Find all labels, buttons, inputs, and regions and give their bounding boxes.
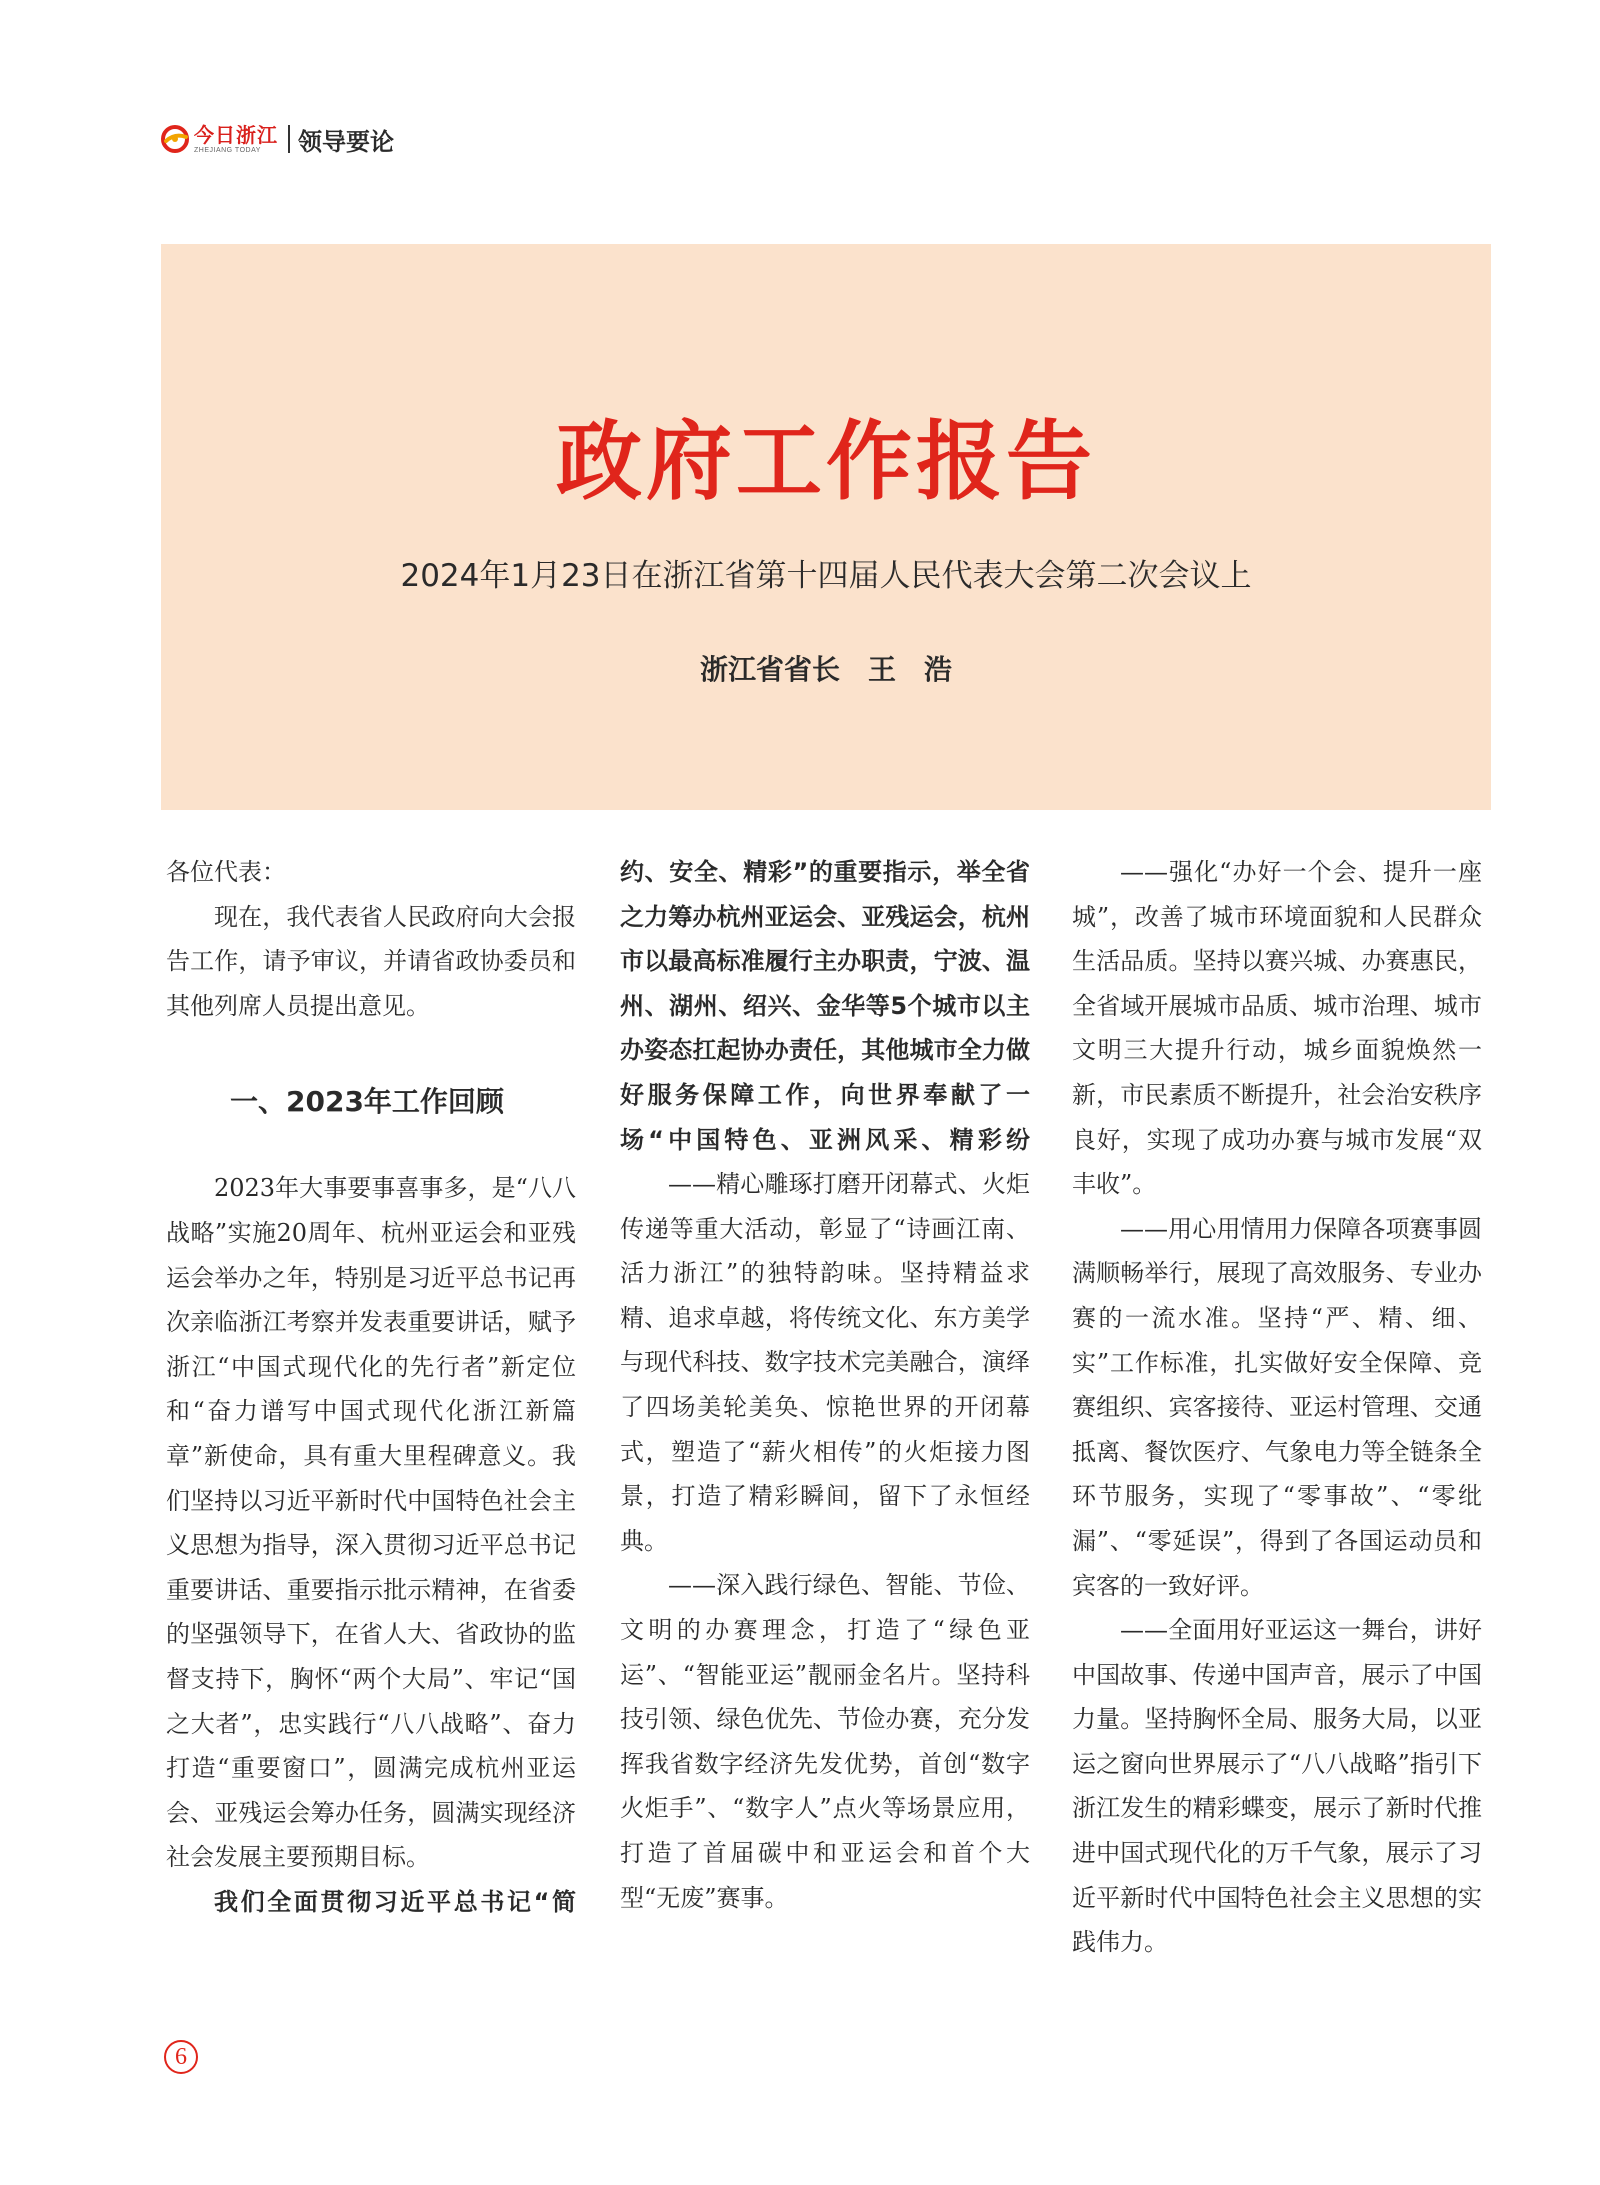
paragraph: ——深入践行绿色、智能、节俭、文明的办赛理念，打造了“绿色亚运”、“智能亚运”靓丽金名片。坚持科技引领、绿色优先、节俭办赛，充分发挥我省数字经济先发优势，首创“数字火炬手”、“数字人”点火等场景应用，打造了首届碳中和亚运会和首个大型“无废”赛事。 xyxy=(620,1571,1030,1912)
paragraph: ——全面用好亚运这一舞台，讲好中国故事、传递中国声音，展示了中国力量。坚持胸怀全局、服务大局，以亚运之窗向世界展示了“八八战略”指引下浙江发生的精彩蝶变，展示了新时代推进中国式现代化的万千气象，展示了习近平新时代中国特色社会主义思想的实践伟力。 xyxy=(1072,1616,1482,1957)
text-column-3 xyxy=(1072,850,1482,1965)
paragraph: 现在，我代表省人民政府向大会报告工作，请予审议，并请省政协委员和其他列席人员提出意见。 xyxy=(166,902,576,1020)
article-subtitle: 2024年1月23日在浙江省第十四届人民代表大会第二次会议上 xyxy=(400,558,1252,594)
author-role: 浙江省省长 xyxy=(699,653,840,686)
bold-paragraph-continued xyxy=(620,850,1030,1162)
page-header xyxy=(160,118,394,160)
article-title: 政府工作报告 xyxy=(556,412,1096,512)
author-name: 王 浩 xyxy=(868,653,953,686)
section-heading: 一、2023年工作回顾 xyxy=(230,1085,504,1119)
logo-chinese: 今日浙江 xyxy=(194,122,278,147)
paragraph-bold-start xyxy=(166,1880,576,1925)
header-divider xyxy=(288,125,290,153)
paragraph: 2023年大事要事喜事多，是“八八战略”实施20周年、杭州亚运会和亚残运会举办之年，特别是习近平总书记再次亲临浙江考察并发表重要讲话，赋予浙江“中国式现代化的先行者”新定位和“奋力谱写中国式现代化浙江新篇章”新使命，具有重大里程碑意义。我们坚持以习近平新时代中国特色社会主义思想为指导，深入贯彻习近平总书记重要讲话、重要指示批示精神，在省委的坚强领导下，在省人大、省政协的监督支持下，胸怀“两个大局”、牢记“国之大者”，忠实践行“八八战略”、奋力打造“重要窗口”，圆满完成杭州亚运会、亚残运会筹办任务，圆满实现经济社会发展主要预期目标。 xyxy=(166,1174,576,1872)
logo-swirl-icon xyxy=(160,124,190,154)
text-column-2 xyxy=(620,850,1030,1920)
paragraph: ——用心用情用力保障各项赛事圆满顺畅举行，展现了高效服务、专业办赛的一流水准。坚持“严、精、细、实”工作标准，扎实做好安全保障、竞赛组织、宾客接待、亚运村管理、交通抵离、餐饮医疗、气象电力等全链条全环节服务，实现了“零事故”、“零纰漏”、“零延误”，得到了各国运动员和宾客的一致好评。 xyxy=(1072,1214,1482,1600)
logo-english: ZHEJIANG TODAY xyxy=(194,146,261,154)
paragraph: ——强化“办好一个会、提升一座城”，改善了城市环境面貌和人民群众生活品质。坚持以赛兴城、办赛惠民，全省域开展城市品质、城市治理、城市文明三大提升行动，城乡面貌焕然一新，市民素质不断提升，社会治安秩序良好，实现了成功办赛与城市发展“双丰收”。 xyxy=(1072,858,1482,1199)
bold-paragraph-tail: 约、安全、精彩”的重要指示，举全省之力筹办杭州亚运会、亚残运会，杭州市以最高标准履行主办职责，宁波、温州、湖州、绍兴、金华等5个城市以主办姿态扛起协办责任，其他城市全力做好服务保障工作，向世界奉献了一场“中国特色、亚洲风采、精彩纷 xyxy=(620,858,1030,1154)
salutation: 各位代表： xyxy=(166,858,286,886)
paragraph: ——精心雕琢打磨开闭幕式、火炬传递等重大活动，彰显了“诗画江南、活力浙江”的独特韵味。坚持精益求精、追求卓越，将传统文化、东方美学与现代科技、数字技术完美融合，演绎了四场美轮美奂、惊艳世界的开闭幕式，塑造了“薪火相传”的火炬接力图景，打造了精彩瞬间，留下了永恒经典。 xyxy=(620,1170,1030,1555)
section-label: 领导要论 xyxy=(298,127,394,156)
magazine-logo xyxy=(160,124,278,154)
text-column-1 xyxy=(166,850,576,1924)
page-number: 6 xyxy=(164,2040,198,2074)
article-author xyxy=(161,648,1491,688)
bold-paragraph-head: 我们全面贯彻习近平总书记“简 xyxy=(214,1887,576,1916)
title-banner xyxy=(161,244,1491,810)
